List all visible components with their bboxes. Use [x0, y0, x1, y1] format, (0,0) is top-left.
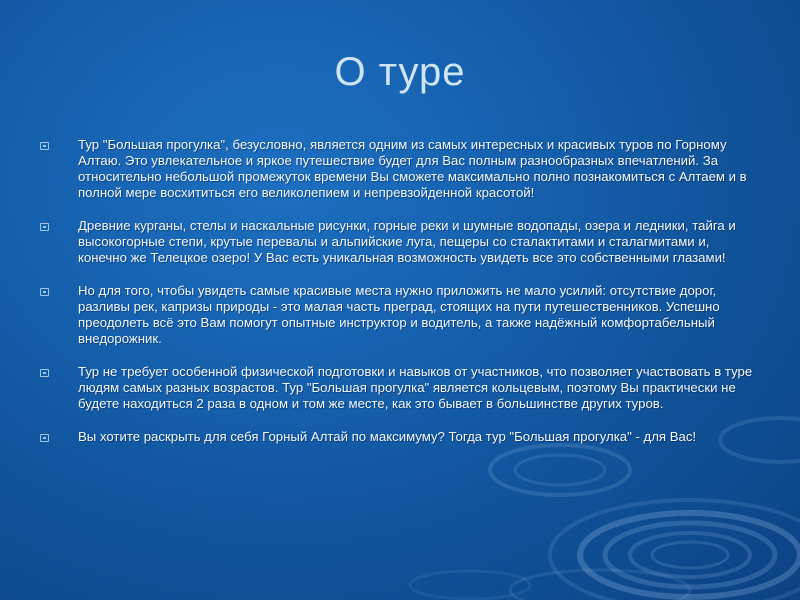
square-bullet-icon: [40, 288, 49, 296]
slide-title: О туре: [334, 50, 466, 94]
list-item: [40, 137, 760, 201]
paragraph-text: Тур не требует особенной физической подготовки и навыков от участников, что позволяет участвовать в туре людям самых разных возрастов. Тур "Большая прогулка" является кольцевым, поэтому Вы практически не будете находиться 2 раза в одном и том же месте, как это бывает в большинстве других туров.: [78, 364, 753, 411]
list-item: [40, 429, 760, 445]
paragraph-text: Но для того, чтобы увидеть самые красивые места нужно приложить не мало усилий: отсутствие дорог, разливы рек, капризы природы - это малая часть преград, стоящих на пути путешественников. Успешно преодолеть всё это Вам помогут опытные инструктор и водитель, а также надёжный комфортабельный внедорожник.: [78, 283, 720, 346]
square-bullet-icon: [40, 223, 49, 231]
square-bullet-icon: [40, 369, 49, 377]
list-item: [40, 364, 760, 412]
square-bullet-icon: [40, 434, 49, 442]
paragraph-text: Вы хотите раскрыть для себя Горный Алтай по максимуму? Тогда тур "Большая прогулка" - для Вас!: [78, 429, 697, 444]
bullet-list: [40, 137, 760, 462]
paragraph-text: Тур "Большая прогулка", безусловно, является одним из самых интересных и красивых туров по Горному Алтаю. Это увлекательное и яркое путешествие будет для Вас полным разнообразных впечатлений. За относительно небольшой промежуток времени Вы сможете максимально полно познакомиться с Алтаем и в полной мере восхититься его великолепием и непревзойденной красотой!: [78, 137, 747, 200]
paragraph-text: Древние курганы, стелы и наскальные рисунки, горные реки и шумные водопады, озера и ледники, тайга и высокогорные степи, крутые перевалы и альпийские луга, пещеры со сталактитами и сталагмитами и, конечно же Телецкое озеро! У Вас есть уникальная возможность увидеть все это собственными глазами!: [78, 218, 736, 265]
square-bullet-icon: [40, 142, 49, 150]
list-item: [40, 283, 760, 347]
list-item: [40, 218, 760, 266]
